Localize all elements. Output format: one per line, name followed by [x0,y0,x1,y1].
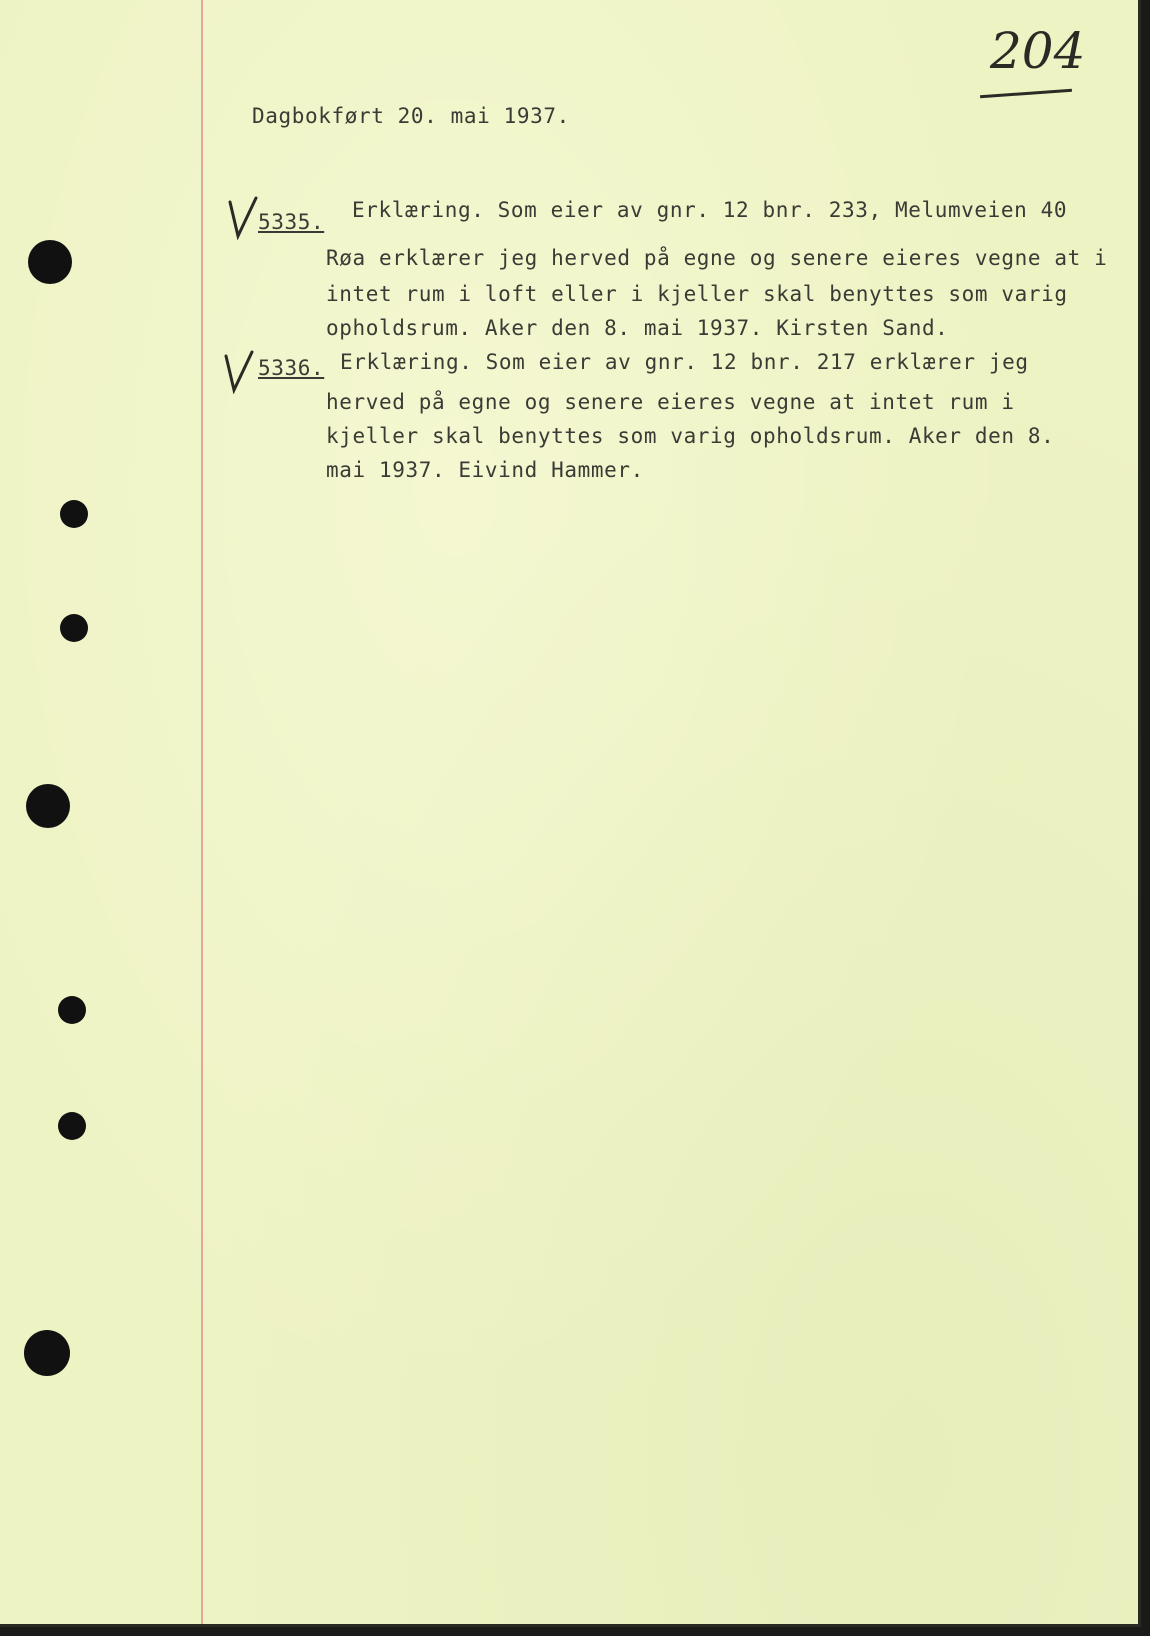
entry-number: 5336. [258,356,325,380]
binder-hole [26,784,70,828]
binder-hole [58,1112,86,1140]
entry-line: mai 1937. Eivind Hammer. [326,458,644,482]
checkmark-icon [222,350,256,394]
margin-line [201,0,203,1624]
entry-line: kjeller skal benyttes som varig opholdsrum. Aker den 8. [326,424,1055,448]
entry-line: Erklæring. Som eier av gnr. 12 bnr. 233, Melumveien 40 [352,198,1068,222]
entry-line: herved på egne og senere eieres vegne at intet rum i [326,390,1015,414]
entry-line: Erklæring. Som eier av gnr. 12 bnr. 217 erklærer jeg [340,350,1029,374]
entry-line: opholdsrum. Aker den 8. mai 1937. Kirsten Sand. [326,316,949,340]
entry-line: Røa erklærer jeg herved på egne og senere eieres vegne at i [326,246,1108,270]
binder-hole [24,1330,70,1376]
journal-date-header: Dagbokført 20. mai 1937. [252,104,570,128]
binder-hole [28,240,72,284]
checkmark-icon [226,196,260,240]
binder-hole [60,614,88,642]
page-number: 204 [990,22,1086,80]
entry-line: intet rum i loft eller i kjeller skal benyttes som varig [326,282,1068,306]
page-number-underline [980,89,1072,98]
binder-hole [58,996,86,1024]
entry-number: 5335. [258,210,325,234]
binder-hole [60,500,88,528]
